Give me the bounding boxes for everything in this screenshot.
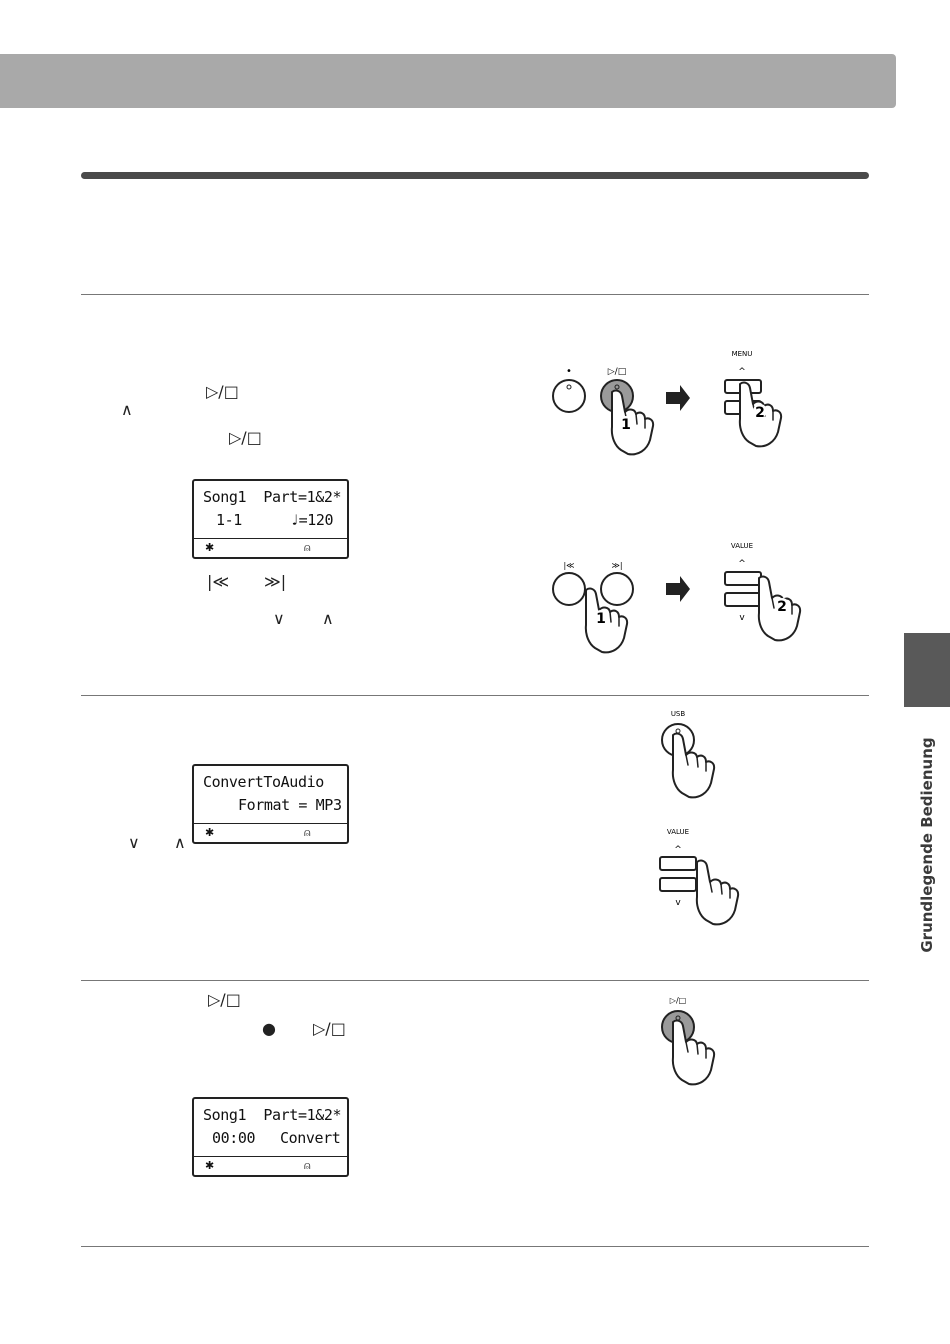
up-arrow-symbol: ∧ [322, 609, 334, 628]
lock-icon: ⍝ [304, 1159, 311, 1172]
value-down-button [660, 878, 696, 891]
lcd-line-1: Song1 Part=1&2* [203, 1106, 342, 1124]
lock-icon: ⍝ [304, 826, 311, 839]
arrow-right-icon [666, 385, 690, 411]
lcd-line-1: ConvertToAudio [203, 773, 324, 791]
lcd-line-2: 1-1 [216, 511, 242, 529]
rewind-symbol: |≪ [207, 572, 230, 591]
svg-text:^: ^ [738, 367, 746, 377]
up-arrow-symbol: ∧ [174, 833, 186, 852]
menu-label: MENU [731, 350, 753, 358]
bluetooth-icon: ✱ [205, 826, 215, 839]
step-2-number: 2 [777, 599, 787, 615]
lcd-line-2-right: ♩=120 [290, 511, 334, 529]
value-down-button [725, 593, 761, 606]
play-stop-symbol: ▷/□ [313, 1019, 346, 1038]
usb-label: USB [670, 710, 686, 718]
lock-icon: ⍝ [304, 541, 311, 554]
step-2-number: 2 [755, 405, 765, 421]
lcd-line-2-right: Convert [280, 1129, 341, 1147]
down-arrow-symbol: ∨ [273, 609, 285, 628]
play-stop-symbol: ▷/□ [229, 428, 262, 447]
rewind-label: |≪ [563, 561, 575, 570]
value-up-button [725, 572, 761, 585]
step-1-number: 1 [596, 611, 606, 627]
record-symbol: ● [262, 1019, 276, 1038]
play-stop-label: ▷/□ [607, 367, 627, 377]
lcd-line-1: Song1 Part=1&2* [203, 488, 342, 506]
arrow-right-icon [666, 576, 690, 602]
down-arrow-symbol: ∨ [128, 833, 140, 852]
value-label: VALUE [730, 542, 754, 550]
up-arrow-symbol: ∧ [121, 400, 133, 419]
usb-illustration [662, 710, 714, 797]
side-tab-label: Grundlegende Bedienung [918, 737, 936, 953]
play-stop-symbol: ▷/□ [206, 382, 239, 401]
svg-text:v: v [675, 898, 681, 908]
forward-symbol: ≫| [264, 572, 287, 591]
svg-text:^: ^ [738, 559, 746, 569]
step-1-number: 1 [621, 417, 631, 433]
record-play-illustration [553, 350, 781, 454]
rewind-button [553, 573, 585, 605]
value-buttons-illustration [660, 828, 738, 924]
value-label: VALUE [666, 828, 690, 836]
lcd-line-2: Format = MP3 [238, 796, 342, 814]
svg-text:v: v [739, 613, 745, 623]
bluetooth-icon: ✱ [205, 1159, 215, 1172]
play-stop-symbol: ▷/□ [208, 990, 241, 1009]
lcd-line-2: 00:00 [212, 1129, 256, 1147]
forward-label: ≫| [611, 561, 623, 570]
play-stop-label: ▷/□ [669, 996, 687, 1005]
svg-text:^: ^ [674, 845, 682, 855]
rewind-forward-illustration [553, 542, 800, 652]
bluetooth-icon: ✱ [205, 541, 215, 554]
play-stop-illustration [662, 996, 714, 1084]
value-up-button [660, 857, 696, 870]
forward-button [601, 573, 633, 605]
record-dot-label: • [566, 366, 572, 377]
